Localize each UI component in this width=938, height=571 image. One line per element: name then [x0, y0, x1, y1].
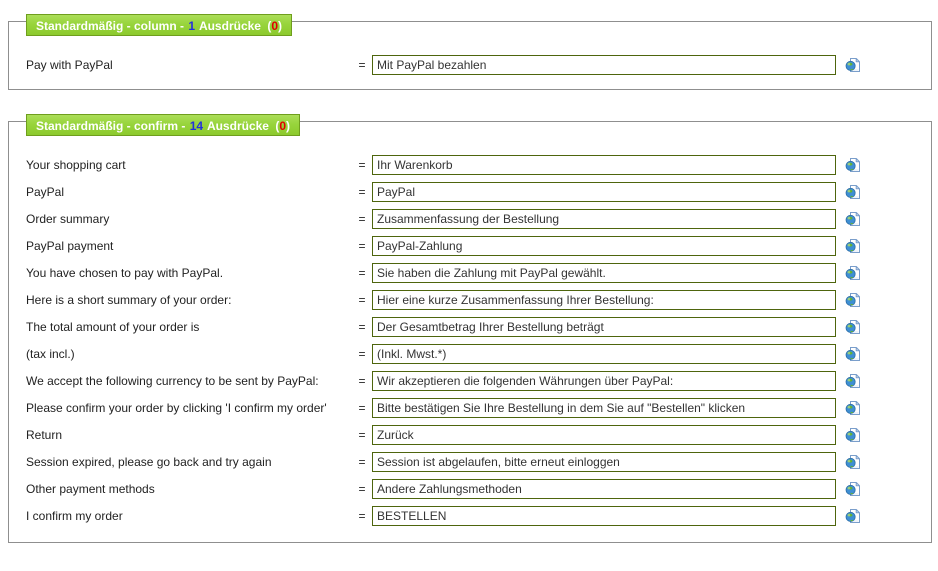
google-translate-page-world-icon[interactable] [845, 400, 861, 416]
source-text: Return [26, 427, 63, 442]
google-translate-page-world-icon[interactable] [845, 373, 861, 389]
translation-row [26, 178, 861, 205]
equals-sign: = [358, 346, 366, 361]
translation-input[interactable] [372, 290, 836, 310]
paren-close: ) [278, 19, 282, 33]
equals-sign: = [358, 184, 366, 199]
paren-open: ( [267, 19, 272, 33]
source-text: PayPal payment [26, 238, 114, 253]
source-text: Here is a short summary of your order: [26, 292, 232, 307]
translation-row [26, 151, 861, 178]
group-title-suffix: Ausdrücke [198, 19, 261, 33]
translation-input[interactable] [372, 209, 836, 229]
translations-editor [0, 21, 938, 543]
source-text: Session expired, please go back and try again [26, 454, 272, 469]
translation-row [26, 259, 861, 286]
equals-sign: = [358, 157, 366, 172]
translation-row [26, 286, 861, 313]
translation-input[interactable] [372, 236, 836, 256]
source-text: We accept the following currency to be sent by PayPal: [26, 373, 319, 388]
equals-sign: = [358, 481, 366, 496]
source-text: Order summary [26, 211, 110, 226]
expression-count: 14 [189, 119, 204, 133]
google-translate-page-world-icon[interactable] [845, 481, 861, 497]
translation-row [26, 502, 861, 529]
translation-row [26, 448, 861, 475]
google-translate-page-world-icon[interactable] [845, 184, 861, 200]
group-header-column [26, 14, 292, 36]
translation-row [26, 367, 861, 394]
equals-sign: = [358, 373, 366, 388]
translation-input[interactable] [372, 479, 836, 499]
source-text: Please confirm your order by clicking 'I confirm my order' [26, 400, 327, 415]
translation-input[interactable] [372, 317, 836, 337]
equals-sign: = [358, 427, 366, 442]
translation-input[interactable] [372, 55, 836, 75]
equals-sign: = [358, 400, 366, 415]
rows-container [26, 51, 861, 78]
translation-input[interactable] [372, 452, 836, 472]
equals-sign: = [358, 454, 366, 469]
source-text: Pay with PayPal [26, 57, 113, 72]
missing-count: 0 [271, 19, 278, 33]
google-translate-page-world-icon[interactable] [845, 57, 861, 73]
source-text: Your shopping cart [26, 157, 126, 172]
translation-input[interactable] [372, 371, 836, 391]
google-translate-page-world-icon[interactable] [845, 292, 861, 308]
source-text: Other payment methods [26, 481, 155, 496]
translation-row [26, 313, 861, 340]
translation-input[interactable] [372, 344, 836, 364]
translation-group-confirm [8, 121, 932, 543]
google-translate-page-world-icon[interactable] [845, 319, 861, 335]
source-text: (tax incl.) [26, 346, 75, 361]
equals-sign: = [358, 292, 366, 307]
source-text: The total amount of your order is [26, 319, 200, 334]
source-text: I confirm my order [26, 508, 123, 523]
translation-input[interactable] [372, 425, 836, 445]
paren-open: ( [275, 119, 280, 133]
equals-sign: = [358, 508, 366, 523]
translation-input[interactable] [372, 398, 836, 418]
google-translate-page-world-icon[interactable] [845, 157, 861, 173]
translation-group-column [8, 21, 932, 90]
group-title-suffix: Ausdrücke [206, 119, 269, 133]
group-title: Standardmäßig - column - [36, 19, 185, 33]
group-title: Standardmäßig - confirm - [36, 119, 186, 133]
source-text: PayPal [26, 184, 65, 199]
equals-sign: = [358, 211, 366, 226]
translation-row [26, 394, 861, 421]
translation-row [26, 205, 861, 232]
translation-input[interactable] [372, 263, 836, 283]
translation-input[interactable] [372, 506, 836, 526]
translation-row [26, 421, 861, 448]
equals-sign: = [358, 57, 366, 72]
translation-input[interactable] [372, 155, 836, 175]
paren-close: ) [286, 119, 290, 133]
google-translate-page-world-icon[interactable] [845, 211, 861, 227]
translation-input[interactable] [372, 182, 836, 202]
translation-row [26, 475, 861, 502]
google-translate-page-world-icon[interactable] [845, 238, 861, 254]
rows-container [26, 151, 861, 529]
equals-sign: = [358, 265, 366, 280]
google-translate-page-world-icon[interactable] [845, 346, 861, 362]
expression-count: 1 [188, 19, 196, 33]
missing-count: 0 [279, 119, 286, 133]
group-header-confirm [26, 114, 300, 136]
google-translate-page-world-icon[interactable] [845, 265, 861, 281]
source-text: You have chosen to pay with PayPal. [26, 265, 224, 280]
google-translate-page-world-icon[interactable] [845, 454, 861, 470]
translation-row [26, 51, 861, 78]
equals-sign: = [358, 319, 366, 334]
google-translate-page-world-icon[interactable] [845, 427, 861, 443]
equals-sign: = [358, 238, 366, 253]
translation-row [26, 232, 861, 259]
translation-row [26, 340, 861, 367]
google-translate-page-world-icon[interactable] [845, 508, 861, 524]
